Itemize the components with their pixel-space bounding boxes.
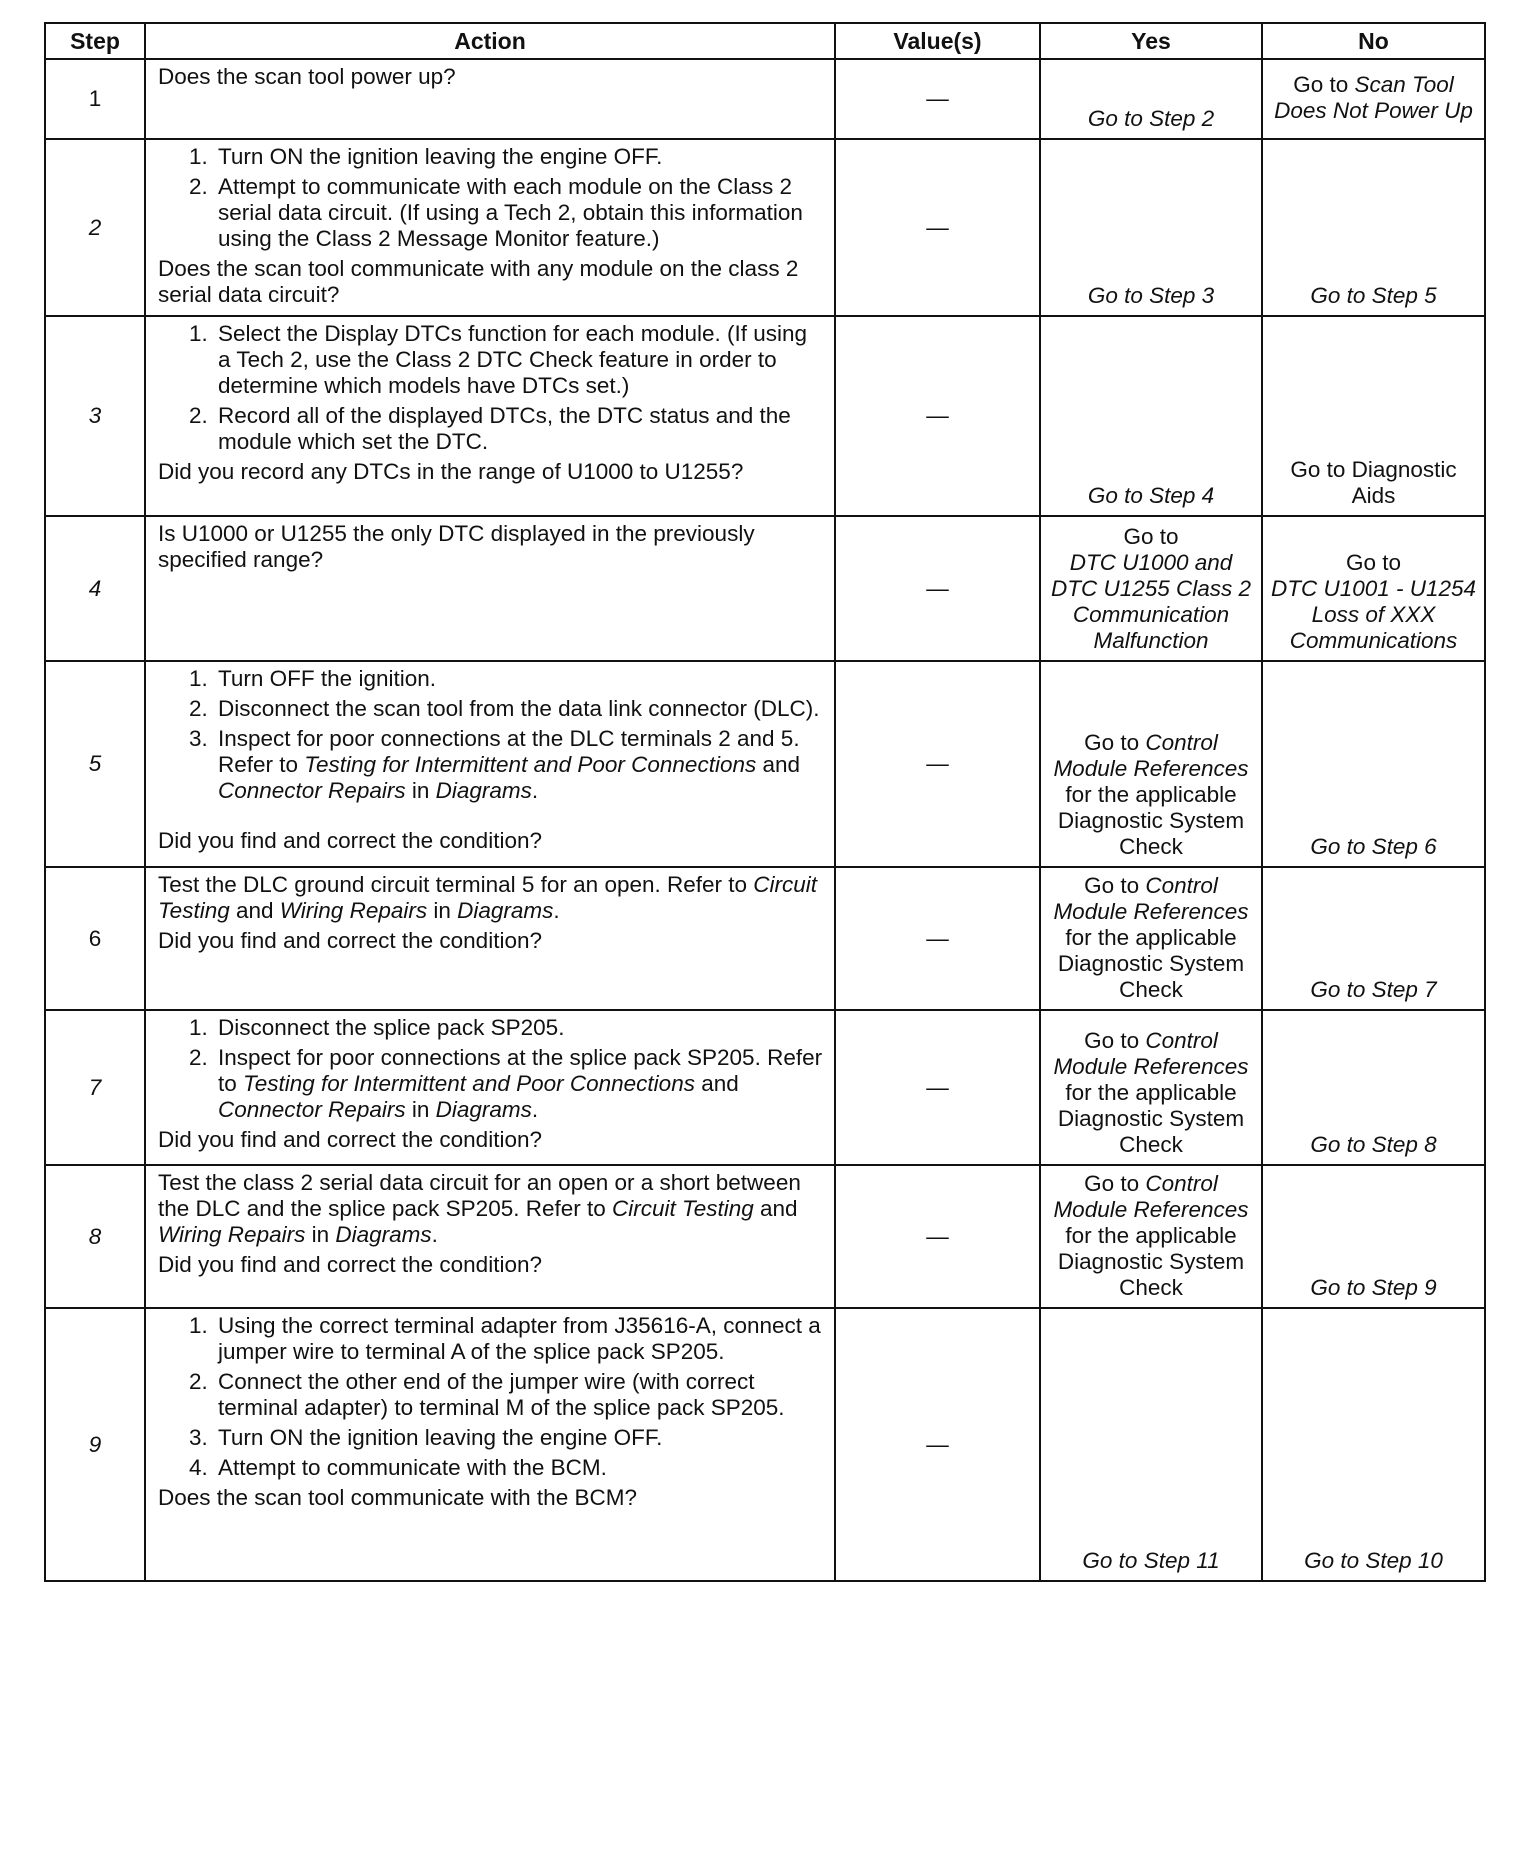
action-cell [145,1010,835,1165]
header-yes: Yes [1040,23,1262,59]
action-step: 1. Select the Display DTCs function for each module. (If using a Tech 2, use the Class 2 DTC Check feature in order to determine which models have DTCs set.) [214,321,824,399]
table-row [45,59,1485,139]
no-prefix: Go to [1345,550,1402,575]
yes-cell [1040,516,1262,661]
value-cell: — [835,1165,1040,1308]
action-step [214,726,824,804]
action-step: 2. Connect the other end of the jumper wire (with correct terminal adapter) to terminal M of the splice pack SP205. [214,1369,824,1421]
text-run: . [531,778,539,803]
action-steps [158,1313,824,1481]
step-number: 2 [45,139,145,316]
value-cell: — [835,139,1040,316]
table-row [45,1010,1485,1165]
step-number: 9 [45,1308,145,1581]
text-run: and [694,1071,739,1096]
text-run: in [405,1097,436,1122]
reference-link: Diagrams [435,778,532,803]
reference-link: Control Module References [1053,1171,1249,1222]
step-number: 6 [45,867,145,1010]
no-cell: Go to Step 6 [1262,661,1485,867]
table-row [45,867,1485,1010]
action-step: 4. Attempt to communicate with the BCM. [214,1455,824,1481]
action-cell [145,1308,835,1581]
header-row [45,23,1485,59]
no-cell: Go to Step 7 [1262,867,1485,1010]
no-cell: Go to Step 9 [1262,1165,1485,1308]
header-action: Action [145,23,835,59]
action-step: 2. Attempt to communicate with each module on the Class 2 serial data circuit. (If using a Tech 2, obtain this information using the Class 2 Message Monitor feature.) [214,174,824,252]
value-cell: — [835,59,1040,139]
value-cell: — [835,1308,1040,1581]
reference-link: Connector Repairs [218,778,406,803]
no-cell: Go to Step 8 [1262,1010,1485,1165]
no-cell [1262,59,1485,139]
reference-link: Circuit Testing [612,1196,754,1221]
no-cell: Go to Step 5 [1262,139,1485,316]
yes-cell [1040,661,1262,867]
text-run: Inspect for poor connections at the splice pack SP205. Refer to [218,1045,823,1096]
text-run: Go to [1084,1171,1146,1196]
text-run: and [753,1196,798,1221]
action-cell [145,1165,835,1308]
step-number: 1 [45,59,145,139]
yes-cell [1040,867,1262,1010]
step-number: 3 [45,316,145,516]
text-run: Inspect for poor connections at the DLC terminals 2 and 5. Refer to [218,726,800,777]
text-run: for the applicable Diagnostic System Check [1057,1080,1245,1157]
text-run: in [405,778,436,803]
text-run: Test the class 2 serial data circuit for an open or a short between the DLC and the splice pack SP205. Refer to [158,1170,801,1221]
action-question: Does the scan tool power up? [158,64,456,89]
yes-cell [1040,1010,1262,1165]
text-run: . [431,1222,438,1247]
value-cell: — [835,516,1040,661]
action-question: Did you find and correct the condition? [158,1252,542,1277]
action-question: Does the scan tool communicate with any module on the class 2 serial data circuit? [158,256,799,307]
no-prefix: Go to [1293,72,1355,97]
no-cell: Go to Diagnostic Aids [1262,316,1485,516]
text-run: in [305,1222,336,1247]
action-cell [145,661,835,867]
action-step [214,1045,824,1123]
text-run: Go to [1084,730,1146,755]
action-steps [158,321,824,455]
table-row [45,1308,1485,1581]
table-row [45,1165,1485,1308]
yes-prefix: Go to [1123,524,1179,549]
reference-link: Diagrams [335,1222,432,1247]
action-question: Does the scan tool communicate with the BCM? [158,1485,637,1510]
reference-link: Control Module References [1053,1028,1249,1079]
action-steps [158,144,824,252]
reference-link: Wiring Repairs [279,898,428,923]
action-cell [145,867,835,1010]
diagnostic-table [44,22,1486,1582]
header-step: Step [45,23,145,59]
value-cell: — [835,661,1040,867]
yes-cell: Go to Step 4 [1040,316,1262,516]
yes-cell [1040,1165,1262,1308]
action-question: Did you find and correct the condition? [158,1127,542,1152]
reference-link: Connector Repairs [218,1097,406,1122]
reference-link: Wiring Repairs [158,1222,306,1247]
no-link: Scan Tool Does Not Power Up [1274,72,1473,123]
action-text [158,1170,824,1248]
table-row [45,139,1485,316]
header-no: No [1262,23,1485,59]
text-run: for the applicable Diagnostic System Check [1057,1223,1245,1300]
yes-link: DTC U1000 and DTC U1255 Class 2 Communication Malfunction [1050,550,1252,653]
action-cell [145,316,835,516]
action-step: 1. Using the correct terminal adapter from J35616-A, connect a jumper wire to terminal A of the splice pack SP205. [214,1313,824,1365]
action-step: 3. Turn ON the ignition leaving the engine OFF. [214,1425,824,1451]
text-run: for the applicable Diagnostic System Check [1057,782,1245,859]
reference-link: Testing for Intermittent and Poor Connections [243,1071,695,1096]
yes-cell: Go to Step 2 [1040,59,1262,139]
step-number: 8 [45,1165,145,1308]
step-number: 7 [45,1010,145,1165]
reference-link: Diagrams [457,898,554,923]
text-run: Go to [1084,873,1146,898]
reference-link: Control Module References [1053,730,1249,781]
yes-cell: Go to Step 3 [1040,139,1262,316]
action-step: 2. Disconnect the scan tool from the data link connector (DLC). [214,696,824,722]
action-step: 2. Record all of the displayed DTCs, the DTC status and the module which set the DTC. [214,403,824,455]
text-run: . [531,1097,539,1122]
action-steps [158,1015,824,1123]
text-run: Test the DLC ground circuit terminal 5 for an open. Refer to [158,872,754,897]
action-cell [145,139,835,316]
table-row [45,661,1485,867]
reference-link: Control Module References [1053,873,1249,924]
text-run: for the applicable Diagnostic System Check [1057,925,1245,1002]
action-question: Did you find and correct the condition? [158,928,542,953]
table-row [45,516,1485,661]
reference-link: Diagrams [435,1097,532,1122]
header-values: Value(s) [835,23,1040,59]
action-text [158,872,824,924]
action-step: 1. Turn ON the ignition leaving the engine OFF. [214,144,824,170]
step-number: 5 [45,661,145,867]
reference-link: Testing for Intermittent and Poor Connections [304,752,757,777]
step-number: 4 [45,516,145,661]
text-run: . [553,898,560,923]
reference-link: Circuit Testing [158,872,818,923]
value-cell: — [835,867,1040,1010]
text-run: and [229,898,280,923]
action-question: Did you find and correct the condition? [158,828,542,853]
value-cell: — [835,1010,1040,1165]
no-link: DTC U1001 - U1254 Loss of XXX Communications [1270,576,1477,653]
action-question: Did you record any DTCs in the range of U1000 to U1255? [158,459,744,484]
value-cell: — [835,316,1040,516]
yes-cell: Go to Step 11 [1040,1308,1262,1581]
action-cell [145,516,835,661]
action-cell [145,59,835,139]
no-cell: Go to Step 10 [1262,1308,1485,1581]
text-run: Go to [1084,1028,1146,1053]
action-question: Is U1000 or U1255 the only DTC displayed in the previously specified range? [158,521,755,572]
action-steps [158,666,824,804]
text-run: in [427,898,458,923]
text-run: and [756,752,801,777]
no-cell [1262,516,1485,661]
action-step: 1. Disconnect the splice pack SP205. [214,1015,824,1041]
action-step: 1. Turn OFF the ignition. [214,666,824,692]
table-row [45,316,1485,516]
